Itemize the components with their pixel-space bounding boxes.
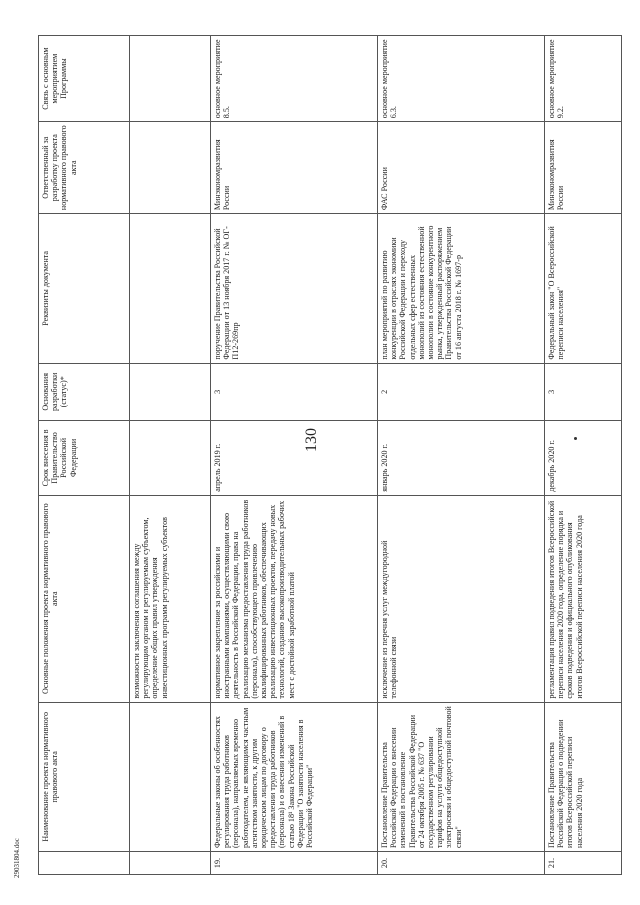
cell-status <box>130 363 211 420</box>
header-status: Основания разработки (статус)* <box>39 363 130 420</box>
cell-link: основное мероприятие 6.3. <box>378 36 545 122</box>
cell-name: Постановление Правительства Российской Федерации о подведении итогов Всероссийской переписи населения 2020 года <box>545 702 622 851</box>
cell-document: Федеральный закон "О Всероссийской переписи населения" <box>545 214 622 363</box>
cell-status: 3 <box>545 363 622 420</box>
header-num <box>39 852 130 875</box>
cell-document <box>130 214 211 363</box>
cell-num: 20. <box>378 852 545 875</box>
header-deadline: Срок внесения в Правительство Российской Федерации <box>39 421 130 496</box>
header-name: Наименование проекта нормативного правового акта <box>39 702 130 851</box>
cell-link: основное мероприятие 9.2. <box>545 36 622 122</box>
header-link: Связь с основным мероприятием Программы <box>39 36 130 122</box>
cell-name: Постановление Правительства Российской Федерации о внесении изменений в постановление Правительства Российской Федерации от 24 октября 2005 г. № 637 "О государственном регулировании тарифов на услуги общедоступной электросвязи и общедоступной почтовой связи" <box>378 702 545 851</box>
cell-status: 3 <box>211 363 378 420</box>
header-responsible: Ответственный за разработку проекта нормативного правового акта <box>39 122 130 214</box>
page-number: 130 <box>303 428 320 452</box>
header-provisions: Основные положения проекта нормативного правового акта <box>39 495 130 702</box>
cell-name <box>130 702 211 851</box>
cell-num <box>130 852 211 875</box>
cell-provisions: возможности заключения соглашения между регулирующим органом и регулируемым субъектом, определение общих правил утверждения инвестиционных программ регулируемых субъектов <box>130 495 211 702</box>
cell-responsible: Минэкономразвития России <box>545 122 622 214</box>
cell-responsible: Минэкономразвития России <box>211 122 378 214</box>
cell-deadline: декабрь 2020 г. <box>545 421 622 496</box>
cell-deadline: январь 2020 г. <box>378 421 545 496</box>
cell-provisions: регламентация правил подведения итогов Всероссийской переписи населения 2020 года, определение порядка и сроков подведения и официального опубликования итогов Всероссийской переписи населения 2020 года <box>545 495 622 702</box>
cell-name: Федеральные законы об особенностях регулирования труда работников (персонала), направляемых временно работодателем, не являющимся частным агентством занятости, к другим юридическим лицам по договору о предоставлении труда работников (персонала) и о внесении изменений в статью 18¹ Закона Российской Федерации "О занятости населения в Российской Федерации" <box>211 702 378 851</box>
table-row <box>211 36 378 875</box>
cell-document: план мероприятий по развитию конкуренции в отраслях экономики Российской Федерации и переходу отдельных сфер естественных монополий из состояния естественной монополии в состояние конкурентного рынка, утвержденный распоряжением Правительства Российской Федерации от 16 августа 2018 г. № 1697-р <box>378 214 545 363</box>
cell-deadline: апрель 2019 г. <box>211 421 378 496</box>
cell-link <box>130 36 211 122</box>
cell-responsible: ФАС России <box>378 122 545 214</box>
cell-responsible <box>130 122 211 214</box>
cell-deadline <box>130 421 211 496</box>
table-header-row <box>39 36 130 875</box>
legislation-table <box>38 35 622 875</box>
cell-num: 19. <box>211 852 378 875</box>
header-document: Реквизиты документа <box>39 214 130 363</box>
cell-link: основное мероприятие 8.5. <box>211 36 378 122</box>
cell-status: 2 <box>378 363 545 420</box>
cell-document: поручение Правительства Российской Федерации от 13 ноября 2017 г. № ОГ-П12-269пр <box>211 214 378 363</box>
cell-provisions: нормативное закрепление за российскими и иностранными компаниями, осуществляющими свою деятельность в Российской Федерации, права на реализацию механизма предоставления труда работников (персонала), способствующего привлечению квалифицированных работников, обеспечивающих реализацию инвестиционных проектов, передачу новых технологий, созданию высокопроизводительных рабочих мест с достойной заработной платой <box>211 495 378 702</box>
cell-provisions: исключение из перечня услуг междугородной телефонной связи <box>378 495 545 702</box>
table-row <box>545 36 622 875</box>
table-row <box>378 36 545 875</box>
table-row-continuation <box>130 36 211 875</box>
document-code: 29031804.doc <box>13 838 21 878</box>
cell-num: 21. <box>545 852 622 875</box>
rotated-table-container <box>38 35 623 875</box>
